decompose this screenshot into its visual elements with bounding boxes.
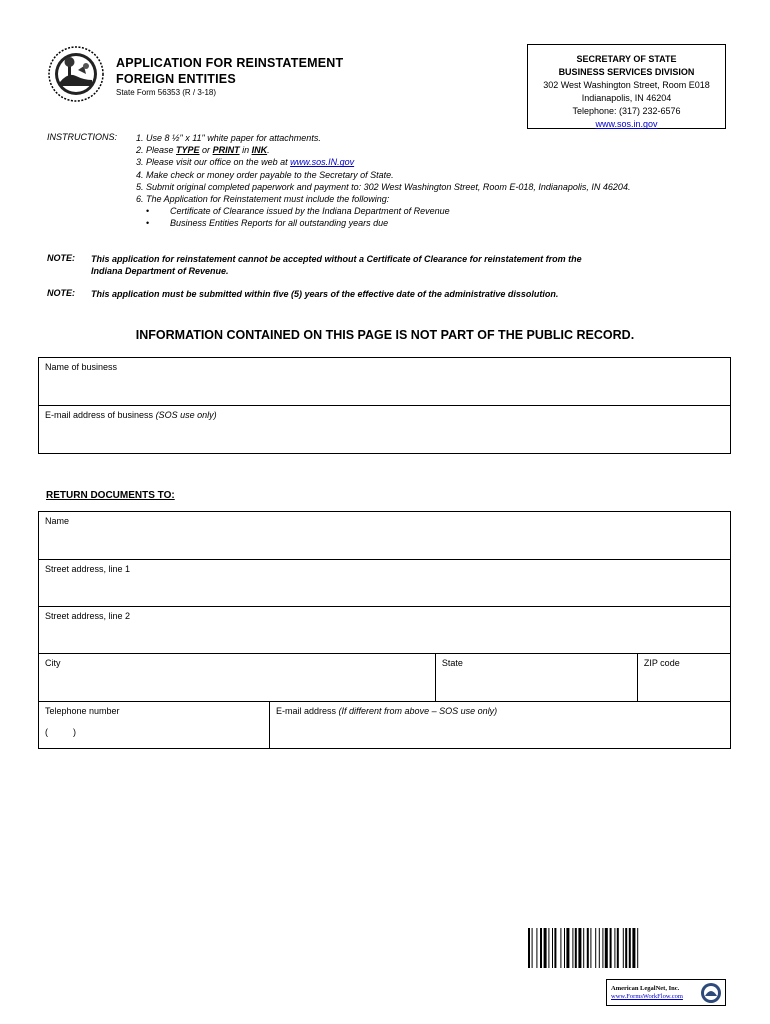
instruction-item-3: 3. Please visit our office on the web at www.sos.IN.gov	[136, 157, 355, 168]
footer-company: American LegalNet, Inc.	[611, 985, 680, 992]
business-email-note: (SOS use only)	[155, 410, 217, 420]
instructions-label: INSTRUCTIONS:	[47, 132, 118, 142]
return-name-field[interactable]	[39, 512, 731, 560]
office-division: BUSINESS SERVICES DIVISION	[558, 67, 695, 77]
instruction-bullet-2: • Business Entities Reports for all outstanding years due	[146, 218, 389, 229]
instruction-item-6: 6. The Application for Reinstatement must include the following:	[136, 194, 390, 205]
instruction-bullet-1: • Certificate of Clearance issued by the Indiana Department of Revenue	[146, 206, 450, 217]
zip-field[interactable]	[637, 654, 730, 702]
office-city: Indianapolis, IN 46204	[581, 93, 672, 103]
street-line2-field[interactable]	[39, 607, 731, 654]
return-email-note: (If different from above – SOS use only)	[338, 706, 498, 716]
note-2-label: NOTE:	[47, 288, 75, 298]
business-name-label: Name of business	[45, 362, 118, 372]
office-name: SECRETARY OF STATE	[576, 54, 677, 64]
public-record-notice: INFORMATION CONTAINED ON THIS PAGE IS NOT PART OF THE PUBLIC RECORD.	[135, 328, 635, 342]
return-email-label: E-mail address	[276, 706, 339, 716]
office-phone: Telephone: (317) 232-6576	[572, 106, 681, 116]
barcode-icon	[528, 928, 710, 968]
business-email-label: E-mail address of business	[45, 410, 156, 420]
publisher-logo-icon	[700, 982, 722, 1004]
street-line1-field[interactable]	[39, 560, 731, 607]
office-contact-box	[527, 44, 726, 129]
instruction-item-2: 2. Please TYPE or PRINT in INK.	[136, 145, 270, 156]
note-2-text: This application must be submitted within five (5) years of the effective date of the administrative dissolution.	[91, 289, 559, 299]
business-name-field[interactable]	[39, 358, 731, 406]
type-emphasis: TYPE	[176, 145, 200, 156]
indiana-state-seal-icon	[48, 46, 104, 102]
return-documents-table	[38, 511, 731, 749]
ink-emphasis: INK	[251, 145, 268, 156]
office-address: 302 West Washington Street, Room E018	[543, 80, 710, 90]
telephone-area-code: ( )	[45, 727, 76, 737]
telephone-field[interactable]	[39, 702, 270, 749]
note-1-text: This application for reinstatement cannot be accepted without a Certificate of Clearance for reinstatement from the Indiana Department of Revenue.	[91, 254, 582, 276]
sos-website-link[interactable]: www.sos.IN.gov	[290, 157, 355, 168]
office-website-link[interactable]: www.sos.in.gov	[595, 119, 658, 129]
state-field[interactable]	[435, 654, 637, 702]
footer-publisher-box	[606, 979, 726, 1006]
city-field[interactable]	[39, 654, 436, 702]
return-email-field[interactable]	[270, 702, 731, 749]
form-title-line2: FOREIGN ENTITIES	[116, 72, 236, 86]
note-1-label: NOTE:	[47, 253, 75, 263]
instruction-item-1: 1. Use 8 ½" x 11" white paper for attachments.	[136, 133, 321, 143]
bullet-icon: •	[146, 206, 150, 217]
form-number: State Form 56353 (R / 3-18)	[116, 88, 217, 97]
street-line2-label: Street address, line 2	[45, 611, 131, 621]
state-label: State	[441, 658, 463, 668]
business-email-field[interactable]	[39, 406, 731, 454]
city-label: City	[45, 658, 61, 668]
business-info-table	[38, 357, 731, 454]
print-emphasis: PRINT	[212, 145, 240, 156]
footer-website-link[interactable]: www.FormsWorkFlow.com	[611, 993, 683, 1000]
return-name-label: Name	[45, 516, 70, 526]
instructions-list	[136, 132, 630, 230]
form-title	[116, 55, 343, 87]
zip-label: ZIP code	[643, 658, 680, 668]
bullet-icon: •	[146, 218, 150, 229]
instruction-item-5: 5. Submit original completed paperwork and payment to: 302 West Washington Street, Room E-018, Indianapolis, IN 46204.	[136, 181, 631, 192]
telephone-label: Telephone number	[45, 706, 120, 716]
form-title-line1: APPLICATION FOR REINSTATEMENT	[116, 56, 344, 70]
return-documents-heading: RETURN DOCUMENTS TO:	[46, 490, 175, 501]
instruction-item-4: 4. Make check or money order payable to the Secretary of State.	[136, 169, 394, 180]
street-line1-label: Street address, line 1	[45, 564, 131, 574]
